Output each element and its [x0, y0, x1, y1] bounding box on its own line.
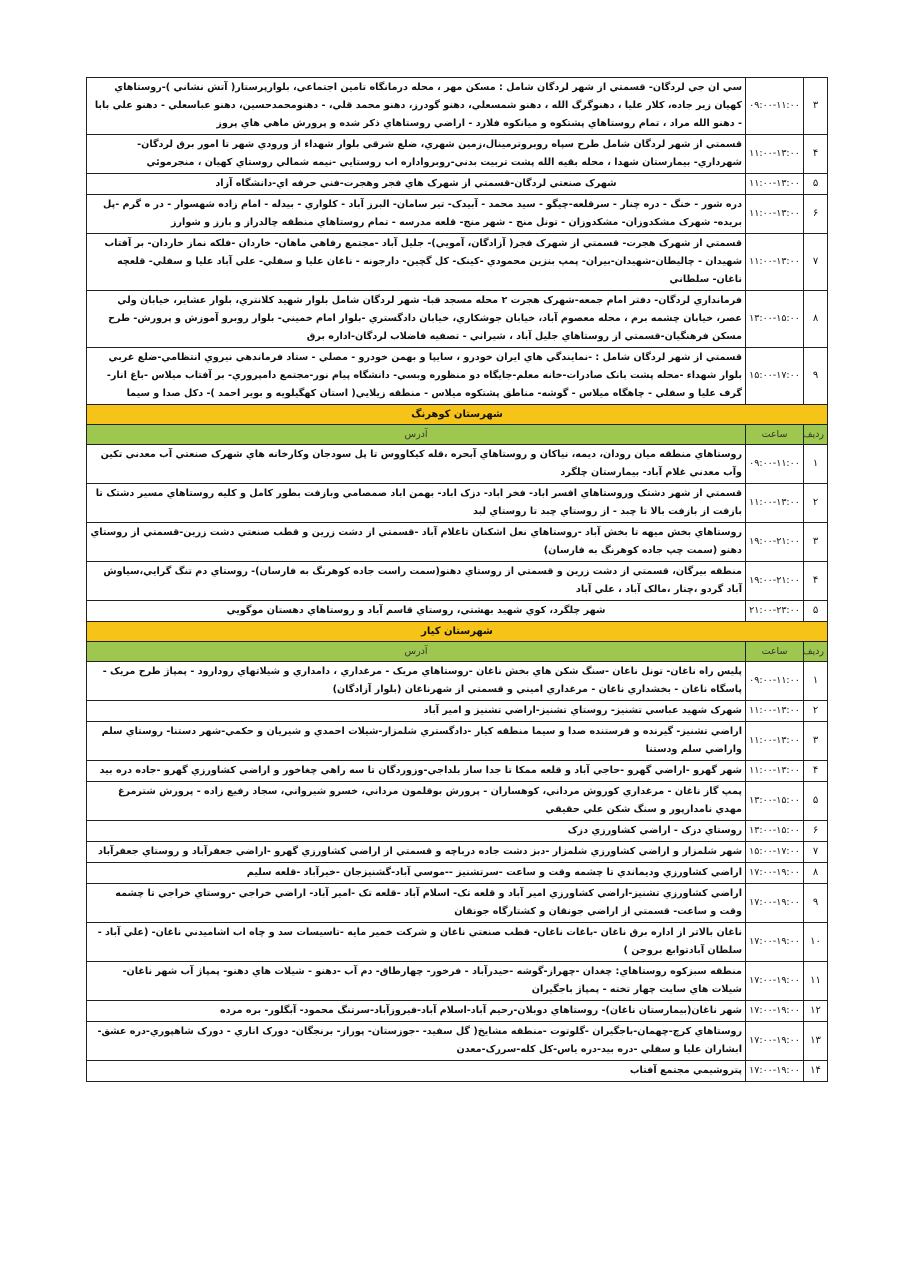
address-cell: پمپ گاز ناغان - مرغداري كوروش مرداني، كوهساران - پرورش بوقلمون مرداني، خسرو شيرواني، سجاد رفيع زاده - پرورش شترمرغ مهدي نامدارپور و سنگ شكن علي حقيقي [87, 782, 746, 821]
time-range: ۲۱:۰۰-۲۳:۰۰ [746, 601, 804, 622]
row-number: ۱ [804, 662, 828, 701]
address-cell: اراضي كشاورزي تشنيز-اراضي كشاورزي امير آباد و قلعه تک- اسلام آباد -قلعه تک -امير آباد- اراضي خراجي -روستاي خراجي تا چشمه وقت و ساعت- قسمتي از اراضي جونقان و كشتارگاه جونقان [87, 884, 746, 923]
table-row [87, 1001, 828, 1022]
outage-schedule-document [86, 77, 827, 1082]
column-header-address: آدرس [87, 642, 746, 662]
table-body [87, 78, 828, 1082]
row-number: ۶ [804, 195, 828, 234]
table-row [87, 722, 828, 761]
address-cell: منطقه بيرگان، قسمتي از دشت زرين و قسمتي از روستاي دهنو(سمت راست جاده كوهرنگ به فارسان)- روستاي دم تنگ گرايي،سياوش آباد گردو ،چنار ،مالک آباد ، علي آباد [87, 562, 746, 601]
row-number: ۷ [804, 234, 828, 291]
table-row [87, 821, 828, 842]
column-header-time: ساعت [746, 642, 804, 662]
row-number: ۲ [804, 484, 828, 523]
time-range: ۱۷:۰۰-۱۹:۰۰ [746, 1061, 804, 1082]
time-range: ۱۳:۰۰-۱۵:۰۰ [746, 291, 804, 348]
time-range: ۱۷:۰۰-۱۹:۰۰ [746, 1022, 804, 1061]
address-cell: قسمتي از شهر لردگان شامل : -نمايندگي هاي ايران خودرو ، سايپا و بهمن خودرو - مصلي - ستاد فرماندهي نيروي انتظامي-ضلع غربي بلوار شهداء -محله پشت بانک صادرات-خانه معلم-جايگاه دو منظوره وبسي- دانشگاه پيام نور-مجتمع دامپروري- بر آفتاب ميلاس -باغ انار-گرف عليا و سفلي - چاهگاه ميلاس - گوشه- مناطق پشتكوه ميلاس - منطقه زيلايي( استان كهگيلويه و بوير احمد )- دكل صدا و سيما [87, 348, 746, 405]
row-number: ۶ [804, 821, 828, 842]
address-cell: قسمتي از شهر دشتک وروستاهاي افسر اباد- فخر اباد- دزک اباد- بهمن اباد صمصامي وبازفت بطور كامل و كليه روستاهاي مسير دشتک تا بازفت از بازفت بالا تا چبد - از روستاي چبد تا روستاي لبد [87, 484, 746, 523]
address-cell: روستاي دزک - اراضي كشاورزي دزک [87, 821, 746, 842]
table-row [87, 923, 828, 962]
time-range: ۰۹:۰۰-۱۱:۰۰ [746, 78, 804, 135]
section-header-section_kouhrang [87, 405, 828, 425]
column-header-radif: رديف [804, 642, 828, 662]
column-header-row [87, 642, 828, 662]
column-header-row [87, 425, 828, 445]
row-number: ۳ [804, 523, 828, 562]
time-range: ۱۱:۰۰-۱۳:۰۰ [746, 701, 804, 722]
address-cell: قسمتي از شهر لردگان شامل طرح سپاه روبروترمينال،زمين شهري، ضلع شرقي بلوار شهداء از ورودي شهر تا امور برق لردگان- شهرداري- بيمارستان شهدا ، محله بقيه الله پشت تربيت بدني-روبرواداره اب روستايي -نيمه شمالي روستاي كهيان ، منجرموئي [87, 135, 746, 174]
column-header-radif: رديف [804, 425, 828, 445]
row-number: ۱۲ [804, 1001, 828, 1022]
row-number: ۱۳ [804, 1022, 828, 1061]
table-row [87, 1061, 828, 1082]
row-number: ۳ [804, 722, 828, 761]
row-number: ۵ [804, 601, 828, 622]
table-row [87, 701, 828, 722]
time-range: ۱۱:۰۰-۱۳:۰۰ [746, 195, 804, 234]
address-cell: شهر چلگرد، كوي شهيد بهشتي، روستاي قاسم آباد و روستاهاي دهستان موگويي [87, 601, 746, 622]
address-cell: پليس راه ناغان- تونل ناغان -سنگ شكن هاي بخش ناغان -روستاهاي مريک - مرغداري ، دامداري و شيلاتهاي رودارود - پمپاژ طرح مريک - پاسگاه ناغان - بخشداري ناغان - مرغداري اميني و قسمتي از شهرناغان (بلوار آزادگان) [87, 662, 746, 701]
address-cell: شهر شلمزار و اراضي كشاورزي شلمزار -دبز دشت جاده درباچه و قسمتي از اراضي كشاورزي گهرو -اراضي جعفرآباد و روستاي جعفرآباد [87, 842, 746, 863]
time-range: ۰۹:۰۰-۱۱:۰۰ [746, 662, 804, 701]
section-header-section_kiar [87, 622, 828, 642]
table-row [87, 1022, 828, 1061]
time-range: ۱۷:۰۰-۱۹:۰۰ [746, 962, 804, 1001]
row-number: ۱ [804, 445, 828, 484]
address-cell: سي ان جي لردگان- قسمتي از شهر لردگان شامل : مسكن مهر ، محله درمانگاه تامين اجتماعي، بلوارپرستار( آتش نشاني )-روستاهاي كهيان زير جاده، كلار عليا ، دهنوگرگ الله ، دهنو شمسعلي، دهنو گودرز، دهنو محمد قلي، - دهنومحمدحسين، دهنو عباسعلي - دهنو علي بابا - دهنو الله مراد ، تمام روستاهاي پشتكوه و ميانكوه فلارد - اراضي روستاهاي ذكر شده و پرورش ماهي هاي پروز [87, 78, 746, 135]
row-number: ۵ [804, 782, 828, 821]
row-number: ۵ [804, 174, 828, 195]
address-cell: قسمتي از شهرک هجرت- قسمتي از شهرک فجر( آزادگان، آمويي)- جليل آباد -مجتمع رفاهي ماهان- خاردان -فلكه نماز خاردان- بر آفتاب شهيدان - چاليطان-شهيدان-بيران- پمپ بنزين محمودي -كينک- كل گچين- دارجونه - ناغان عليا و سفلي- علي آباد عليا و سفلي- قلعچه ناغان- سلطاني [87, 234, 746, 291]
row-number: ۴ [804, 135, 828, 174]
address-cell: ناغان بالاتر از اداره برق ناغان -باغات ناغان- قطب صنعتي ناغان و شركت خمير مايه -تاسيسات سد و چاه اب اشاميدني ناغان- (علي آباد - سلطان آبادتوابع بروجن ) [87, 923, 746, 962]
row-number: ۹ [804, 884, 828, 923]
row-number: ۹ [804, 348, 828, 405]
row-number: ۱۰ [804, 923, 828, 962]
table-row [87, 78, 828, 135]
time-range: ۱۳:۰۰-۱۵:۰۰ [746, 821, 804, 842]
outage-schedule-table [86, 77, 828, 1082]
table-row [87, 562, 828, 601]
time-range: ۱۷:۰۰-۱۹:۰۰ [746, 884, 804, 923]
time-range: ۱۱:۰۰-۱۳:۰۰ [746, 722, 804, 761]
time-range: ۰۹:۰۰-۱۱:۰۰ [746, 445, 804, 484]
row-number: ۳ [804, 78, 828, 135]
time-range: ۱۷:۰۰-۱۹:۰۰ [746, 923, 804, 962]
time-range: ۱۵:۰۰-۱۷:۰۰ [746, 348, 804, 405]
table-row [87, 884, 828, 923]
table-row [87, 135, 828, 174]
address-cell: پتروشيمي مجتمع آفتاب [87, 1061, 746, 1082]
time-range: ۱۷:۰۰-۱۹:۰۰ [746, 1001, 804, 1022]
address-cell: دره شور - خنگ - دره چنار - سرقلعه-چيگو - سيد محمد - آبيدک- تير سامان- البرز آباد - كلواري - بيدله - امام زاده شهسوار - در ه گرم -پل بريده- شهرک مشكدوزان- مشكدوزان - تونل منج - شهر منج- قلعه مدرسه - تمام روستاهاي منطقه چالدراز و بارز و شوارز [87, 195, 746, 234]
table-row [87, 195, 828, 234]
time-range: ۱۱:۰۰-۱۳:۰۰ [746, 135, 804, 174]
table-row [87, 782, 828, 821]
time-range: ۱۱:۰۰-۱۳:۰۰ [746, 761, 804, 782]
address-cell: روستاهاي منطقه ميان رودان، ديمه، نياكان و روستاهاي آبحره ،قله كيكاووس تا پل سودجان وكارخانه هاي شهرک صنعتي آب معدني تكين وآب معدني غلام آباد- بيمارستان چلگرد [87, 445, 746, 484]
time-range: ۱۱:۰۰-۱۳:۰۰ [746, 484, 804, 523]
table-row [87, 863, 828, 884]
time-range: ۱۷:۰۰-۱۹:۰۰ [746, 863, 804, 884]
table-row [87, 842, 828, 863]
row-number: ۲ [804, 701, 828, 722]
time-range: ۱۱:۰۰-۱۳:۰۰ [746, 174, 804, 195]
row-number: ۴ [804, 562, 828, 601]
table-row [87, 601, 828, 622]
address-cell: اراضي كشاورزي وديماندي تا چشمه وقت و ساعت -سرتشنيز --موسي آباد-گشنيزجان -خيرآباد -قلعه سليم [87, 863, 746, 884]
section-title: شهرستان كيار [87, 622, 828, 642]
table-row [87, 348, 828, 405]
row-number: ۱۱ [804, 962, 828, 1001]
time-range: ۱۵:۰۰-۱۷:۰۰ [746, 842, 804, 863]
time-range: ۱۹:۰۰-۲۱:۰۰ [746, 562, 804, 601]
table-row [87, 761, 828, 782]
table-row [87, 962, 828, 1001]
column-header-address: آدرس [87, 425, 746, 445]
section-title: شهرستان كوهرنگ [87, 405, 828, 425]
table-row [87, 523, 828, 562]
row-number: ۸ [804, 291, 828, 348]
address-cell: اراضي تشنيز- گيرنده و فرستنده صدا و سيما منطقه كيار -دادگستري شلمزار-شيلات احمدي و شيريان و حكمي-شهر دستنا- روستاي سلم واراضي سلم ودستنا [87, 722, 746, 761]
table-row [87, 484, 828, 523]
row-number: ۴ [804, 761, 828, 782]
address-cell: شهر ناغان(بيمارستان ناغان)- روستاهاي دوبلان-رحيم آباد-اسلام آباد-فيروزآباد-سرتنگ محمود- آبگلور- بره مرده [87, 1001, 746, 1022]
time-range: ۱۱:۰۰-۱۳:۰۰ [746, 234, 804, 291]
address-cell: روستاهاي بخش ميهه تا بخش آباد -روستاهاي نعل اشكنان تاغلام آباد -قسمتي از دشت زرين و قطب صنعتي دشت زرين-قسمتي از روستاي دهنو (سمت چپ جاده كوهرنگ به فارسان) [87, 523, 746, 562]
row-number: ۸ [804, 863, 828, 884]
address-cell: شهرک شهيد عباسي تشنيز- روستاي تشنيز-اراضي تشنيز و امير آباد [87, 701, 746, 722]
address-cell: روستاهاي كرچ-چهمان-باجگيران -گلوتوت -منطقه مشايخ( گل سفيد- -جوزستان- پوراز- برنجگان- دورک اناري - دورک شاهپوري-دره عشق- ابشاران عليا و سفلي -دره بيد-دره ياس-كل كله-سررک-معدن [87, 1022, 746, 1061]
time-range: ۱۹:۰۰-۲۱:۰۰ [746, 523, 804, 562]
row-number: ۱۴ [804, 1061, 828, 1082]
address-cell: فرمانداري لردگان- دفتر امام جمعه-شهرک هجرت ۲ محله مسجد قبا- شهر لردگان شامل بلوار شهيد كلانتري، بلوار عشاير، خيابان ولي عصر، خيابان چشمه برم ، محله معصوم آباد، خيابان جوشكاري، خيابان دادگستري -بلوار امام خميني- بلوار روبرو آموزش و پرورش- طرح مسكن فرهنگيان-قسمتي از روستاهاي جليل آباد ، شيراني - تصفيه فاضلاب لردگان-اداره برق [87, 291, 746, 348]
table-row [87, 291, 828, 348]
address-cell: منطقه سبزكوه روستاهاي: چغدان -چهراز-گوشه -حيدرآباد - فرخور- چهارطاق- دم آب -دهنو - شيلات هاي دهنو- پمپاژ آب شهر ناغان- شيلات هاي سايت چهار تخته - پمپاژ باجگيران [87, 962, 746, 1001]
address-cell: شهر گهرو -اراضي گهرو -حاجي آباد و قلعه ممكا تا جدا ساز بلداجي-وزوردگان تا سه راهي چغاخور و اراضي كشاورزي گهرو -جاده دره بيد [87, 761, 746, 782]
time-range: ۱۳:۰۰-۱۵:۰۰ [746, 782, 804, 821]
table-row [87, 662, 828, 701]
table-row [87, 234, 828, 291]
address-cell: شهرک صنعتي لردگان-قسمتي از شهرک هاي فجر وهجرت-فني حرفه اي-دانشگاه آزاد [87, 174, 746, 195]
table-row [87, 445, 828, 484]
column-header-time: ساعت [746, 425, 804, 445]
row-number: ۷ [804, 842, 828, 863]
table-row [87, 174, 828, 195]
